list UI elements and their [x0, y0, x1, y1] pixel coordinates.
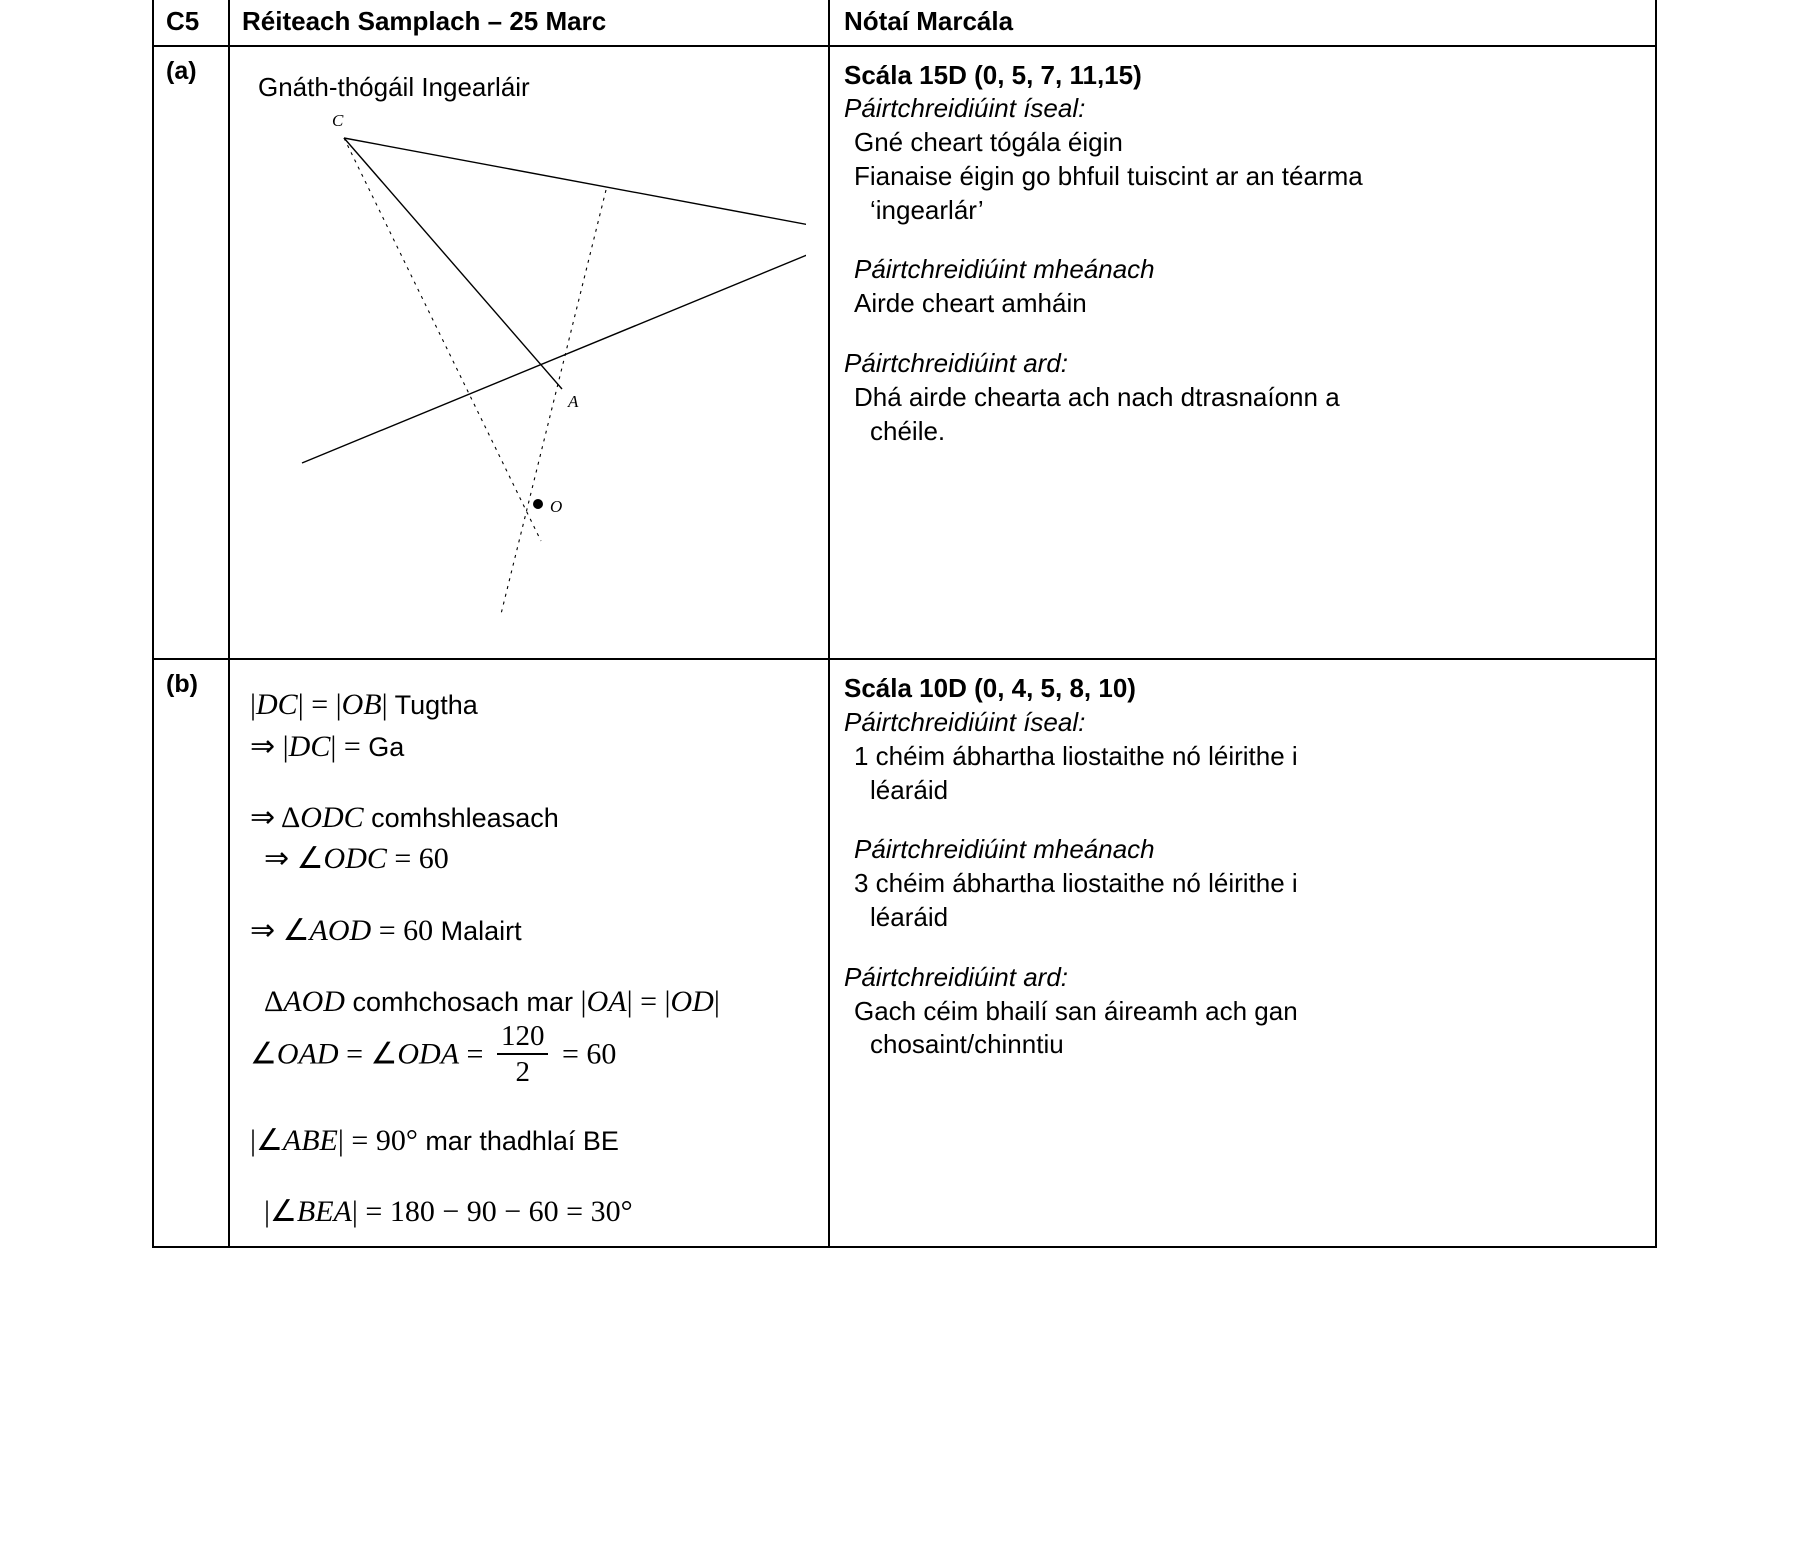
table-header-row — [153, 0, 1656, 46]
math-token: = — [459, 1036, 491, 1070]
fraction-bar — [497, 1053, 549, 1055]
math-token: = ∠ — [338, 1036, 398, 1070]
math-step-s8 — [250, 1120, 814, 1161]
math-token: | = | — [626, 985, 671, 1019]
step-spacer — [250, 951, 814, 981]
step-spacer — [250, 1161, 814, 1191]
low-credit-heading-a: Páirtchreidiúint íseal: — [844, 93, 1086, 124]
low-credit-line-a-3: ‘ingearlár’ — [870, 194, 984, 225]
high-credit-heading-a: Páirtchreidiúint ard: — [844, 348, 1068, 379]
mid-credit-line-b-2: léaráid — [870, 902, 949, 933]
point-o-marker — [533, 499, 543, 509]
label-point-a: A — [568, 392, 579, 412]
step-spacer — [250, 767, 814, 797]
spacer — [844, 321, 1639, 347]
segment-ca — [344, 138, 562, 389]
geometry-figure — [246, 104, 806, 644]
math-token: DC — [256, 688, 298, 722]
high-credit-heading-b: Páirtchreidiúint ard: — [844, 961, 1068, 992]
part-label-b: (b) — [153, 659, 229, 1247]
math-token: | — [381, 688, 388, 722]
math-token: |∠ — [264, 1194, 297, 1228]
label-point-c: C — [332, 111, 344, 131]
math-token: DC — [288, 729, 331, 763]
label-point-o: O — [550, 497, 563, 517]
math-step-s2 — [250, 726, 814, 767]
math-token: Malairt — [440, 915, 522, 946]
math-token: Ga — [368, 731, 405, 762]
low-credit-line-a-1: Gné cheart tógála éigin — [854, 127, 1123, 158]
math-step-s5 — [250, 910, 814, 951]
mid-credit-heading-a: Páirtchreidiúint mheánach — [854, 254, 1155, 285]
mid-credit-line-a-1: Airde cheart amháin — [854, 288, 1087, 319]
math-token: AOD — [283, 985, 345, 1019]
mid-credit-heading-b: Páirtchreidiúint mheánach — [854, 834, 1155, 865]
math-step-s4 — [250, 838, 814, 879]
math-token: OAD — [276, 1036, 339, 1070]
math-token: mar thadhlaí BE — [425, 1125, 619, 1156]
math-token: ∠ — [250, 1036, 277, 1070]
math-token: | — [580, 985, 587, 1019]
fraction-numerator: 120 — [500, 1019, 545, 1052]
math-token: ⇒ ∠ — [250, 913, 310, 947]
segment-ab-extended — [302, 234, 806, 463]
math-token: ⇒ ∠ — [264, 842, 324, 876]
math-token: Tugtha — [387, 690, 478, 721]
math-token: | = | — [297, 688, 342, 722]
part-b-work-cell — [229, 659, 829, 1247]
part-a-notes-cell — [829, 46, 1656, 660]
math-token: = 60 — [371, 913, 441, 947]
math-token: | = 180 − 90 − 60 = 30° — [351, 1194, 633, 1228]
math-step-s3 — [250, 797, 814, 838]
math-token: comhchosach mar — [344, 987, 581, 1018]
math-token: BEA — [296, 1194, 352, 1228]
math-token: |∠ — [250, 1123, 283, 1157]
fraction-denominator: 2 — [515, 1056, 530, 1089]
spacer — [844, 935, 1639, 961]
marking-scheme-table — [152, 0, 1657, 1248]
scale-a: Scála 15D (0, 5, 7, 11,15) — [844, 59, 1142, 90]
math-token: ODC — [300, 801, 364, 835]
math-token: ODA — [397, 1036, 460, 1070]
math-step-s7 — [250, 1019, 814, 1090]
notes-column-header: Nótaí Marcála — [829, 0, 1656, 46]
spacer — [844, 807, 1639, 833]
solution-column-header: Réiteach Samplach – 25 Marc — [229, 0, 829, 46]
high-credit-line-a-2: chéile. — [870, 415, 946, 446]
math-token: | — [250, 688, 257, 722]
step-spacer — [250, 880, 814, 910]
math-token: ODC — [323, 842, 387, 876]
math-token: OA — [586, 985, 627, 1019]
high-credit-line-b-1: Gach céim bhailí san áireamh ach gan — [854, 995, 1298, 1026]
low-credit-line-b-1: 1 chéim ábhartha liostaithe nó léirithe i — [854, 740, 1298, 771]
question-code-header: C5 — [153, 0, 229, 46]
low-credit-heading-b: Páirtchreidiúint íseal: — [844, 707, 1086, 738]
math-token: | = — [330, 729, 369, 763]
math-token: comhshleasach — [363, 803, 559, 834]
table-row-part-a — [153, 46, 1656, 660]
math-token: Δ — [264, 985, 284, 1019]
math-token: ⇒ Δ — [250, 801, 301, 835]
spacer — [844, 227, 1639, 253]
solution-steps — [250, 684, 814, 1232]
dotted-arc-line-c — [344, 138, 541, 541]
math-token: | — [713, 985, 720, 1019]
fraction — [497, 1021, 549, 1088]
scale-b: Scála 10D (0, 4, 5, 8, 10) — [844, 673, 1136, 704]
step-spacer — [250, 1090, 814, 1120]
math-token: = 60 — [554, 1036, 617, 1070]
math-token: ABE — [282, 1123, 338, 1157]
part-a-work-cell — [229, 46, 829, 660]
math-step-s6 — [250, 981, 814, 1022]
math-token: OB — [341, 688, 382, 722]
mid-credit-line-b-1: 3 chéim ábhartha liostaithe nó léirithe i — [854, 868, 1298, 899]
high-credit-line-b-2: chosaint/chinntiu — [870, 1029, 1064, 1060]
part-label-a: (a) — [153, 46, 229, 660]
table-row-part-b — [153, 659, 1656, 1247]
math-token: | = 90° — [337, 1123, 426, 1157]
math-step-s9 — [250, 1191, 814, 1232]
segment-cb — [344, 138, 806, 234]
low-credit-line-a-2: Fianaise éigin go bhfuil tuiscint ar an téarma — [854, 160, 1363, 191]
dotted-perpendicular-bisector — [501, 190, 606, 614]
low-credit-line-b-2: léaráid — [870, 774, 949, 805]
perpendicular-bisector-diagram — [246, 104, 806, 644]
high-credit-line-a-1: Dhá airde chearta ach nach dtrasnaíonn a — [854, 381, 1340, 412]
math-step-s1 — [250, 684, 814, 725]
math-token: ⇒ | — [250, 729, 289, 763]
math-token: = 60 — [386, 842, 449, 876]
math-token: OD — [670, 985, 714, 1019]
construction-title: Gnáth-thógáil Ingearláir — [258, 71, 530, 102]
math-token: AOD — [309, 913, 372, 947]
part-b-notes-cell — [829, 659, 1656, 1247]
